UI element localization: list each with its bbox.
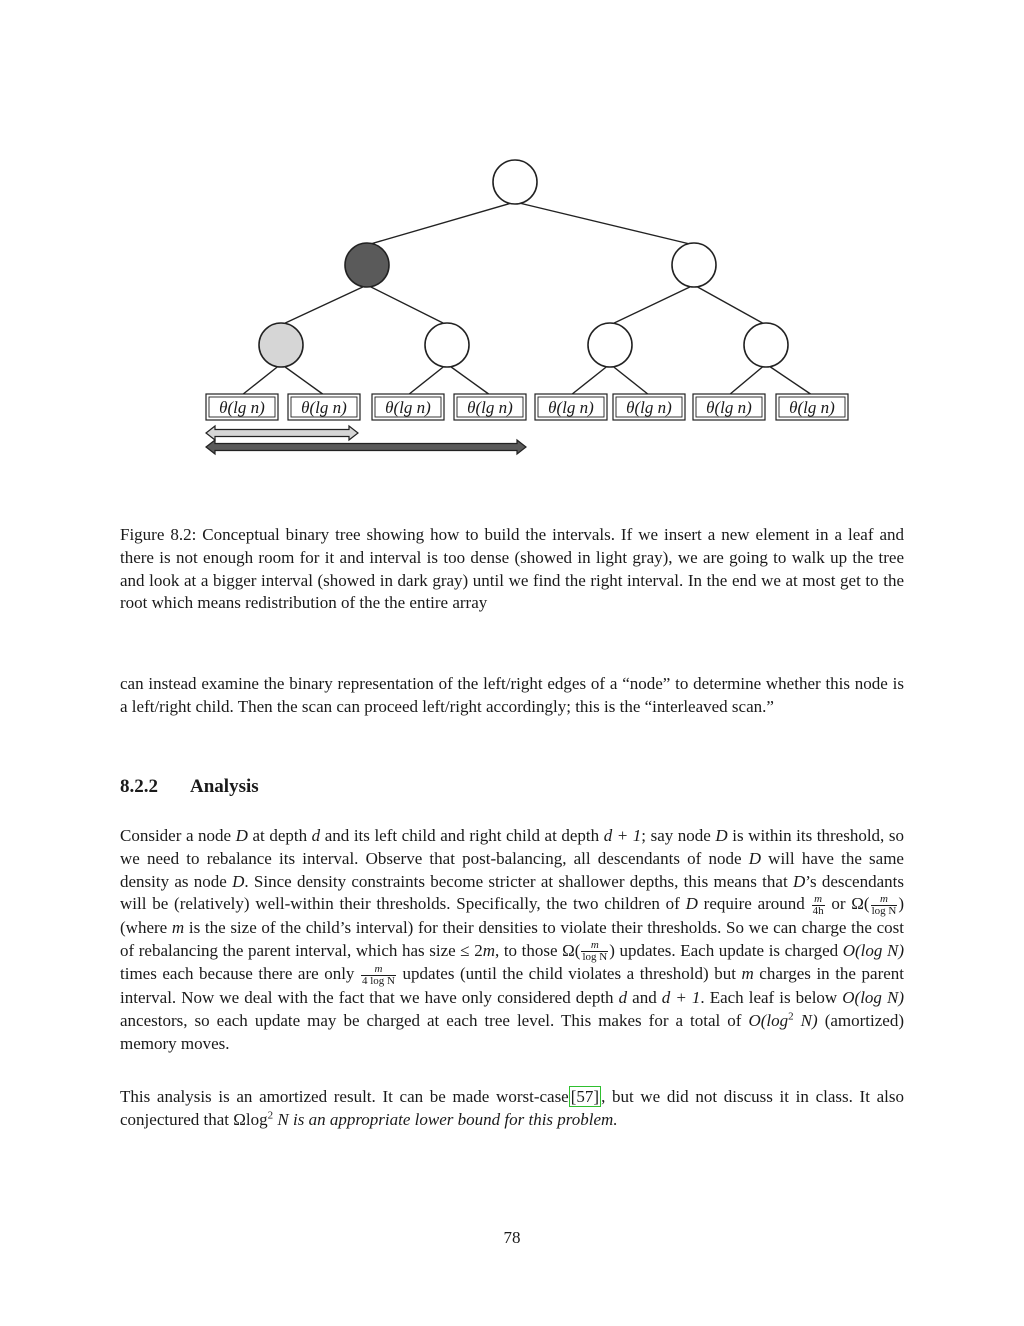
binary-tree-figure xyxy=(0,0,1024,470)
tree-node-l2-1 xyxy=(259,323,303,367)
figure-caption: Figure 8.2: Conceptual binary tree showing how to build the intervals. If we insert a new element in a leaf and there is not enough room for it and interval is too dense (showed in light gray), we are going to walk up the tree and look at a bigger interval (showed in dark gray) until we find the right interval. In the end we at most get to the root which means redistribution of the the entire array xyxy=(120,525,904,613)
tree-node-l2-2 xyxy=(425,323,469,367)
tree-nodes xyxy=(259,160,788,367)
leaf-edge xyxy=(766,364,812,395)
paragraph-amortized: This analysis is an amortized result. It can be made worst-case [57] , but we did not discuss it in class. It also conjectured that Ωlog$^2$ N is an appropriate lower bound for this problem. xyxy=(120,1087,904,1129)
tree-edge xyxy=(610,285,694,325)
tree-edge xyxy=(694,285,766,325)
leaf-label: θ(lg n) xyxy=(706,398,752,417)
fraction-m-over-4h: $\frac{m}{4h}$ xyxy=(812,892,824,917)
leaf-box xyxy=(693,394,765,420)
leaf-label: θ(lg n) xyxy=(301,398,347,417)
leaf-box xyxy=(288,394,360,420)
leaf-edge xyxy=(447,364,490,395)
leaf-box xyxy=(372,394,444,420)
leaf-label: θ(lg n) xyxy=(789,398,835,417)
leaf-boxes xyxy=(206,394,848,420)
leaf-edge xyxy=(242,364,281,395)
tree-edge xyxy=(515,202,694,245)
section-title: Analysis xyxy=(190,776,259,797)
leaf-box xyxy=(776,394,848,420)
leaf-box xyxy=(206,394,278,420)
dark-interval-arrow xyxy=(206,440,526,454)
paragraph-interleaved-scan: can instead examine the binary representation of the left/right edges of a “node” to determine whether this node is a left/right child. Then the scan can proceed left/right accordingly; this is the “interleaved scan.” xyxy=(120,674,904,716)
tree-edge xyxy=(367,202,515,245)
leaf-edge xyxy=(729,364,766,395)
page-number: 78 xyxy=(503,1228,521,1247)
leaf-edge xyxy=(571,364,610,395)
fraction-m-over-logN: $\frac{m}{\text{log N}}$ xyxy=(871,892,897,917)
interval-arrows xyxy=(206,426,526,454)
tree-node-l2-4 xyxy=(744,323,788,367)
leaf-edge xyxy=(408,364,447,395)
leaf-label: θ(lg n) xyxy=(219,398,265,417)
paragraph-analysis: Consider a node D at depth d and its left child and right child at depth d + 1; say node D is within its threshold, so we need to rebalance its interval. Observe that post-balancing, all descendants of node D will have the same density as node D. Since density constraints become stricter at shallower depths, this means that D’s descendants will be (relatively) well-within their thresholds. Specifically, the two children of D require around $\frac{m}{4h}$ or Ω( $\frac{m}{\text{log N}}$ ) (where m is the size of the child’s interval) for their densities to violate their thresholds. So we can charge the cost of rebalancing the parent interval, which has size ≤ 2m, to those Ω( $\frac{m}{\text{log N}}$ ) updates. Each update is charged O(log N) times each because there are only $\frac{m}{\text{4 log N}}$ updates (until the child violates a threshold) but m charges in the parent interval. Now we deal with the fact that we have only considered depth d and d + 1. Each leaf is below O(log N) ancestors, so each update may be charged at each tree level. This makes for a total of $O(\log^2$ N) (amortized) memory moves. xyxy=(120,826,904,1053)
section-number: 8.2.2 xyxy=(120,776,158,797)
citation-link[interactable]: [57] xyxy=(570,1087,600,1106)
tree-node-l1-left xyxy=(345,243,389,287)
fraction-m-over-logN-2: $\frac{m}{\text{log N}}$ xyxy=(582,939,608,964)
tree-edges xyxy=(242,202,812,395)
leaf-box xyxy=(454,394,526,420)
tree-edge xyxy=(367,285,447,325)
tree-node-l2-3 xyxy=(588,323,632,367)
leaf-box xyxy=(613,394,685,420)
leaf-edge xyxy=(281,364,324,395)
leaf-label: θ(lg n) xyxy=(548,398,594,417)
leaf-edge xyxy=(610,364,649,395)
light-interval-arrow xyxy=(206,426,358,440)
fraction-m-over-4logN: $\frac{m}{\text{4 log N}}$ xyxy=(361,962,395,987)
tree-edge xyxy=(281,285,367,325)
tree-node-l1-right xyxy=(672,243,716,287)
leaf-label: θ(lg n) xyxy=(385,398,431,417)
leaf-label: θ(lg n) xyxy=(467,398,513,417)
leaf-box xyxy=(535,394,607,420)
section-heading xyxy=(120,776,259,798)
leaf-label: θ(lg n) xyxy=(626,398,672,417)
tree-node-root xyxy=(493,160,537,204)
